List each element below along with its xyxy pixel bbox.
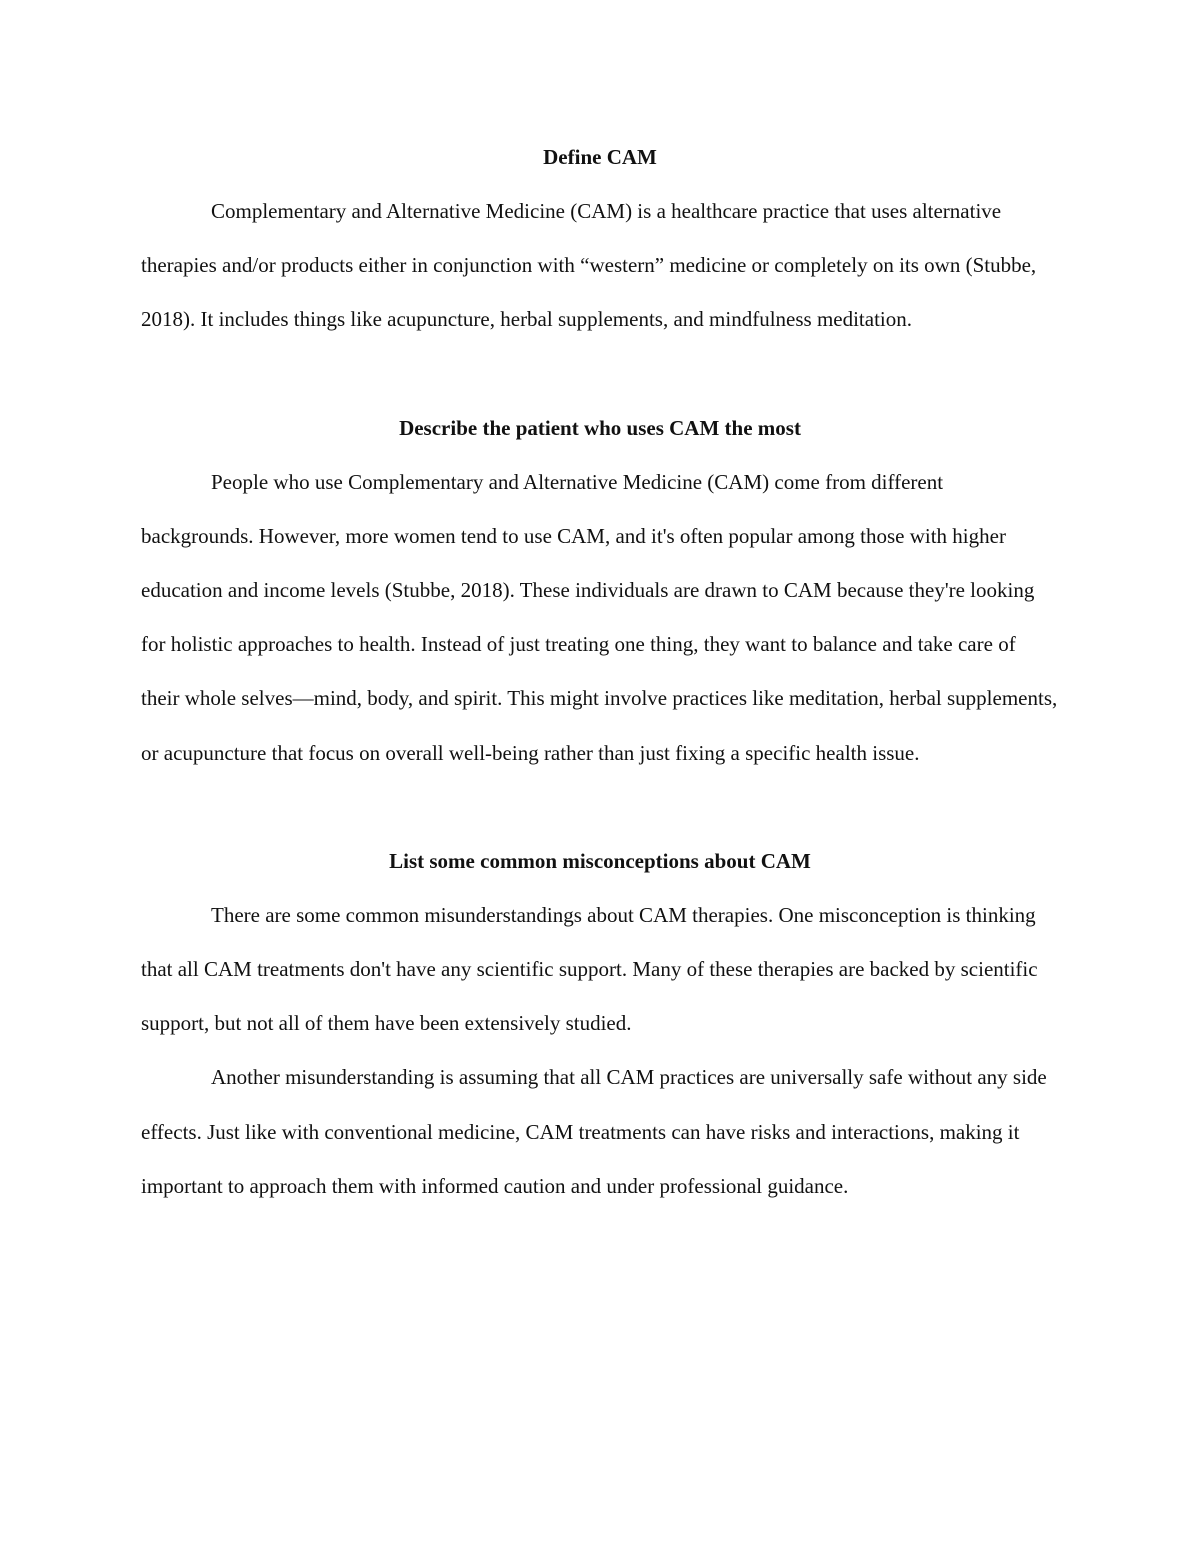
section-misconceptions (141, 834, 1059, 1213)
section-define-cam (141, 130, 1059, 347)
section-spacer (141, 780, 1059, 834)
body-paragraph: People who use Complementary and Alternative Medicine (CAM) come from different backgrounds. However, more women tend to use CAM, and it's often popular among those with higher education and income levels (Stubbe, 2018). These individuals are drawn to CAM because they're looking for holistic approaches to health. Instead of just treating one thing, they want to balance and take care of their whole selves—mind, body, and spirit. This might involve practices like meditation, herbal supplements, or acupuncture that focus on overall well-being rather than just fixing a specific health issue. (141, 469, 1058, 765)
section-heading: Define CAM (543, 145, 657, 169)
body-paragraph: Complementary and Alternative Medicine (CAM) is a healthcare practice that uses alternative therapies and/or products either in conjunction with “western” medicine or completely on its own (Stubbe, 2018). It includes things like acupuncture, herbal supplements, and mindfulness meditation. (141, 199, 1037, 332)
section-heading: List some common misconceptions about CAM (389, 848, 811, 873)
section-heading: Describe the patient who uses CAM the most (399, 415, 801, 440)
document-body (141, 130, 1059, 1213)
body-paragraph: There are some common misunderstandings about CAM therapies. One misconception is thinking that all CAM treatments don't have any scientific support. Many of these therapies are backed by scientific support, but not all of them have been extensively studied. (141, 902, 1038, 1036)
section-spacer (141, 347, 1059, 401)
body-paragraph: Another misunderstanding is assuming that all CAM practices are universally safe without any side effects. Just like with conventional medicine, CAM treatments can have risks and interactions, making it important to approach them with informed caution and under professional guidance. (141, 1065, 1047, 1198)
section-patient-profile (141, 401, 1059, 780)
